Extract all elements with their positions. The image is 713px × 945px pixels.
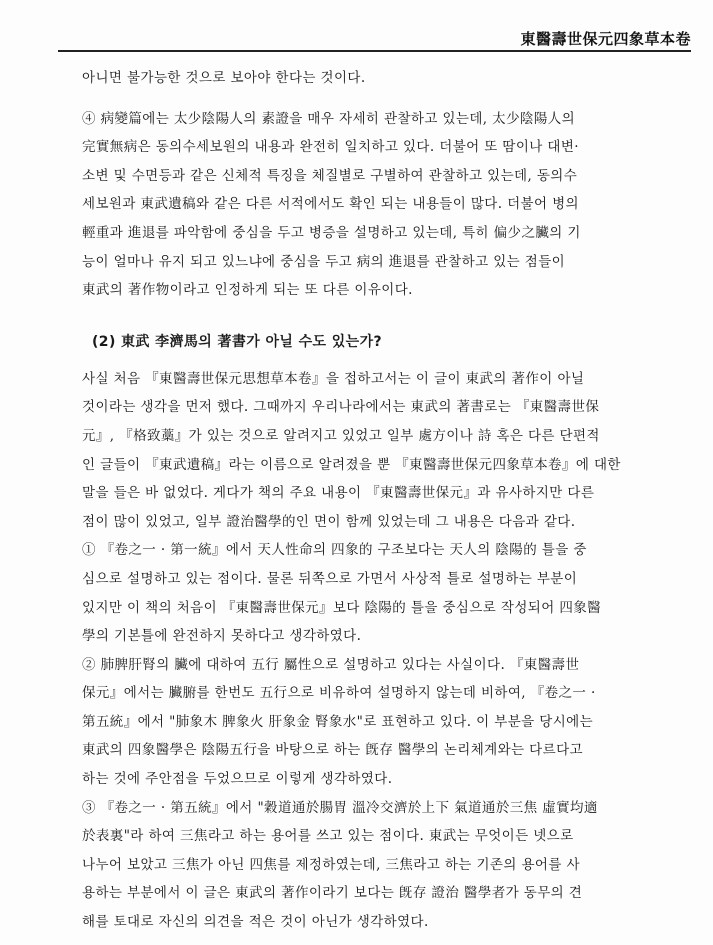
text-line: 하는 것에 주안점을 두었으므로 이렇게 생각하였다. <box>82 771 393 788</box>
text-line: 保元』에서는 臟腑를 한번도 五行으로 비유하여 설명하지 않는데 비하여, 『卷之一 · <box>82 685 596 702</box>
page-header <box>58 22 691 50</box>
paragraph-item-2 <box>82 651 653 794</box>
text-line: 세보원과 東武遺稿와 같은 다른 서적에서도 확인 되는 내용들이 많다. 더불어 병의 <box>82 196 579 213</box>
section-heading: (2) 東武 李濟馬의 著書가 아닐 수도 있는가? <box>92 333 383 350</box>
text-line: 인 글들이 『東武遺稿』라는 이름으로 알려졌을 뿐 『東醫壽世保元四象草本卷』에 대한 <box>82 456 621 473</box>
text-line: 完實無病은 동의수세보원의 내용과 완전히 일치하고 있다. 더불어 또 땀이나 대변· <box>82 139 579 156</box>
text-line: 於表裏"라 하여 三焦라고 하는 용어를 쓰고 있는 점이다. 東武는 무엇이든 넷으로 <box>82 828 574 845</box>
text-line: 學의 기본틀에 완전하지 못하다고 생각하였다. <box>82 628 362 645</box>
running-header-title: 東醫壽世保元四象草本卷 <box>520 30 691 48</box>
text-line: 용하는 부분에서 이 글은 東武의 著作이라기 보다는 旣存 證治 醫學者가 동무의 견 <box>82 885 583 902</box>
header-divider <box>58 50 691 52</box>
text-line: 능이 얼마나 유지 되고 있느냐에 중심을 두고 病의 進退를 관찰하고 있는 점들이 <box>82 253 566 270</box>
text-line: 것이라는 생각을 먼저 했다. 그때까지 우리나라에서는 東武의 著書로는 『東醫壽世保 <box>82 399 600 416</box>
text-line: 東武의 四象醫學은 陰陽五行을 바탕으로 하는 旣存 醫學의 논리체계와는 다르다고 <box>82 742 583 759</box>
text-line: ① 『卷之一 · 第一統』에서 天人性命의 四象的 구조보다는 天人의 陰陽的 틀을 중 <box>82 542 587 559</box>
paragraph-item-4 <box>82 105 653 305</box>
text-line: ④ 病變篇에는 太少陰陽人의 素證을 매우 자세히 관찰하고 있는데, 太少陰陽人의 <box>82 110 576 127</box>
text-line: ② 肺脾肝腎의 臟에 대하여 五行 屬性으로 설명하고 있다는 사실이다. 『東醫壽世 <box>82 656 580 673</box>
text-line: ③ 『卷之一 · 第五統』에서 "穀道通於腸胃 溫冷交濟於上下 氣道通於三焦 虛實均適 <box>82 799 598 816</box>
text-line: 나누어 보았고 三焦가 아닌 四焦를 제정하였는데, 三焦라고 하는 기존의 용어를 사 <box>82 856 580 873</box>
text-line: 元』, 『格致藁』가 있는 것으로 알려지고 있었고 일부 處方이나 詩 혹은 다른 단편적 <box>82 427 600 444</box>
text-line: 말을 들은 바 없었다. 게다가 책의 주요 내용이 『東醫壽世保元』과 유사하지만 다른 <box>82 485 595 502</box>
text-line: 東武의 著作物이라고 인정하게 되는 또 다른 이유이다. <box>82 282 413 299</box>
body-text <box>82 64 653 937</box>
text-line: 사실 처음 『東醫壽世保元思想草本卷』을 접하고서는 이 글이 東武의 著作이 아닐 <box>82 370 585 387</box>
paragraph-item-3 <box>82 794 653 937</box>
text-line: 점이 많이 있었고, 일부 證治醫學的인 면이 함께 있었는데 그 내용은 다음과 같다. <box>82 513 576 530</box>
text-line: 輕重과 進退를 파악함에 중심을 두고 병증을 설명하고 있는데, 특히 偏少之臟의 기 <box>82 224 581 241</box>
text-line: 第五統』에서 "肺象木 脾象火 肝象金 腎象水"로 표현하고 있다. 이 부분을 당시에는 <box>82 713 594 730</box>
paragraph-intro <box>82 365 653 537</box>
text-line: 소변 및 수면등과 같은 신체적 특징을 체질별로 구별하여 관찰하고 있는데, 동의수 <box>82 167 578 184</box>
paragraph-continuation <box>82 64 653 93</box>
text-line: 있지만 이 책의 처음이 『東醫壽世保元』보다 陰陽的 틀을 중심으로 작성되어 四象醫 <box>82 599 602 616</box>
text-line: 해를 토대로 자신의 의견을 적은 것이 아닌가 생각하였다. <box>82 914 429 931</box>
text-line: 아니면 불가능한 것으로 보아야 한다는 것이다. <box>82 70 366 86</box>
text-line: 심으로 설명하고 있는 점이다. 물론 뒤쪽으로 가면서 사상적 틀로 설명하는 부분이 <box>82 570 578 587</box>
paragraph-item-1 <box>82 536 653 650</box>
